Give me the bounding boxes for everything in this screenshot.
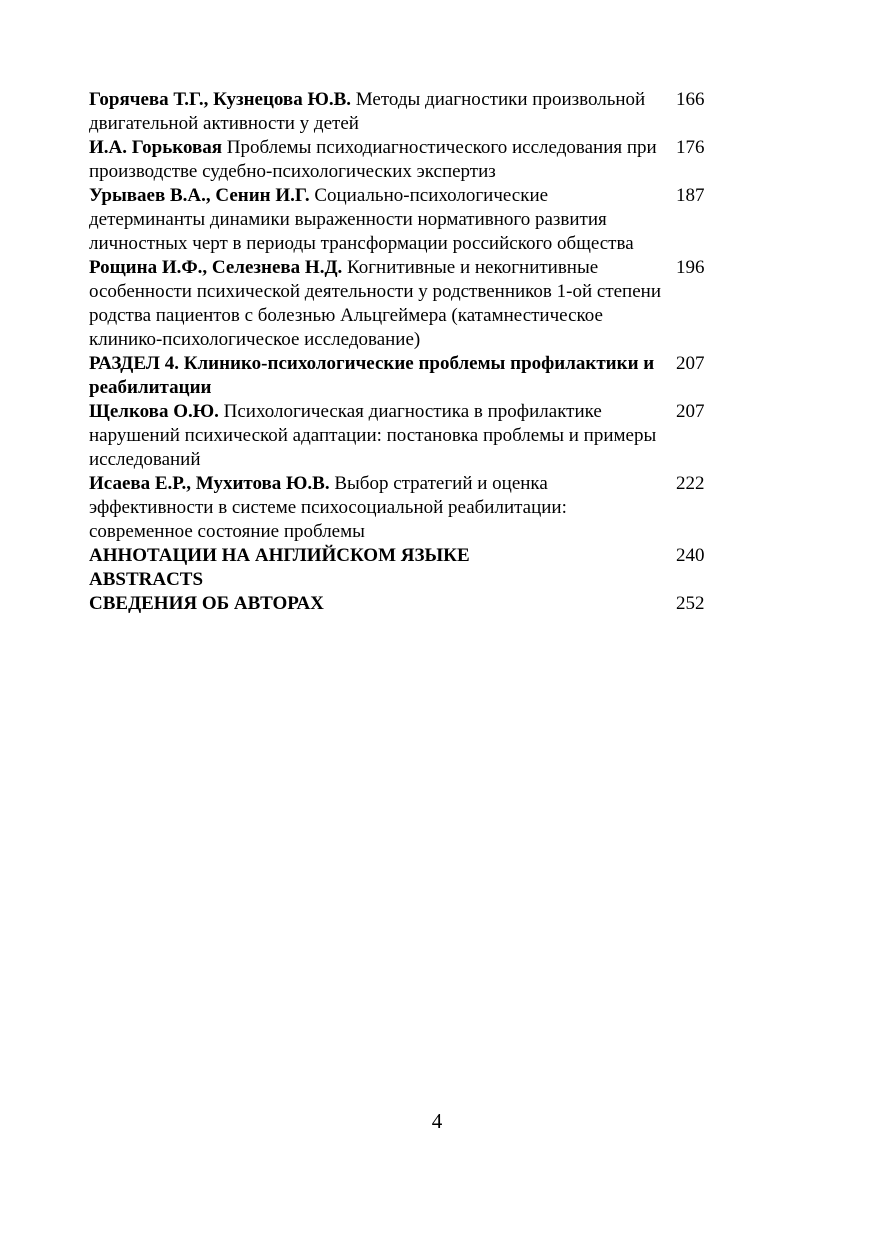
- toc-entry-page: 222: [676, 473, 705, 494]
- toc-entry-title: Социально-психологические детерминанты динамики выраженности нормативного развития личностных черт в периоды трансформации российского общества: [89, 185, 634, 254]
- toc-entry-text: [89, 400, 664, 472]
- toc-entry-authors: Щелкова О.Ю.: [89, 401, 219, 422]
- toc-section-title: АННОТАЦИИ НА АНГЛИЙСКОМ ЯЗЫКЕ ABSTRACTS: [89, 545, 470, 590]
- toc-entry: [89, 400, 729, 472]
- toc-entry-page: 207: [676, 353, 705, 374]
- toc-entry-authors: Исаева Е.Р., Мухитова Ю.В.: [89, 473, 330, 494]
- toc-entry: [89, 88, 729, 136]
- toc-entry-authors: Рощина И.Ф., Селезнева Н.Д.: [89, 257, 343, 278]
- toc-entry: [89, 136, 729, 184]
- toc-entry-title: Психологическая диагностика в профилактике нарушений психической адаптации: постановка проблемы и примеры исследований: [89, 401, 657, 470]
- toc-entry-authors: Горячева Т.Г., Кузнецова Ю.В.: [89, 89, 352, 110]
- toc-entry-text: [89, 472, 664, 544]
- toc-section-entry: [89, 544, 729, 592]
- toc-entry-page: 207: [676, 401, 705, 422]
- toc-entry-text: [89, 88, 664, 136]
- toc-entry-page: 176: [676, 137, 705, 158]
- toc-entry-page: 240: [676, 545, 705, 566]
- toc-entry-page: 187: [676, 185, 705, 206]
- table-of-contents: [89, 88, 729, 616]
- toc-entry: [89, 184, 729, 256]
- toc-entry-text: [89, 184, 664, 256]
- toc-entry-authors: И.А. Горьковая: [89, 137, 223, 158]
- page-number: 4: [431, 1109, 443, 1133]
- toc-entry-text: [89, 136, 664, 184]
- toc-entry-title: Выбор стратегий и оценка эффективности в системе психосоциальной реабилитации: современное состояние проблемы: [89, 473, 567, 542]
- toc-section-title: СВЕДЕНИЯ ОБ АВТОРАХ: [89, 593, 324, 614]
- toc-entry-page: 166: [676, 89, 705, 110]
- toc-section-title: РАЗДЕЛ 4. Клинико-психологические проблемы профилактики и реабилитации: [89, 353, 655, 398]
- toc-section-entry: [89, 352, 729, 400]
- toc-entry-page: 252: [676, 593, 705, 614]
- toc-entry: [89, 256, 729, 352]
- toc-section-entry: [89, 592, 729, 616]
- toc-entry-title: Проблемы психодиагностического исследования при производстве судебно-психологических экспертиз: [89, 137, 657, 182]
- toc-entry-title: Когнитивные и некогнитивные особенности психической деятельности у родственников 1-ой степени родства пациентов с болезнью Альцгеймера (катамнестическое клинико-психологическое исследование): [89, 257, 661, 350]
- toc-entry-title: Методы диагностики произвольной двигательной активности у детей: [89, 89, 646, 134]
- toc-entry-authors: Урываев В.А., Сенин И.Г.: [89, 185, 310, 206]
- toc-entry-page: 196: [676, 257, 705, 278]
- toc-entry: [89, 472, 729, 544]
- toc-entry-text: [89, 256, 664, 352]
